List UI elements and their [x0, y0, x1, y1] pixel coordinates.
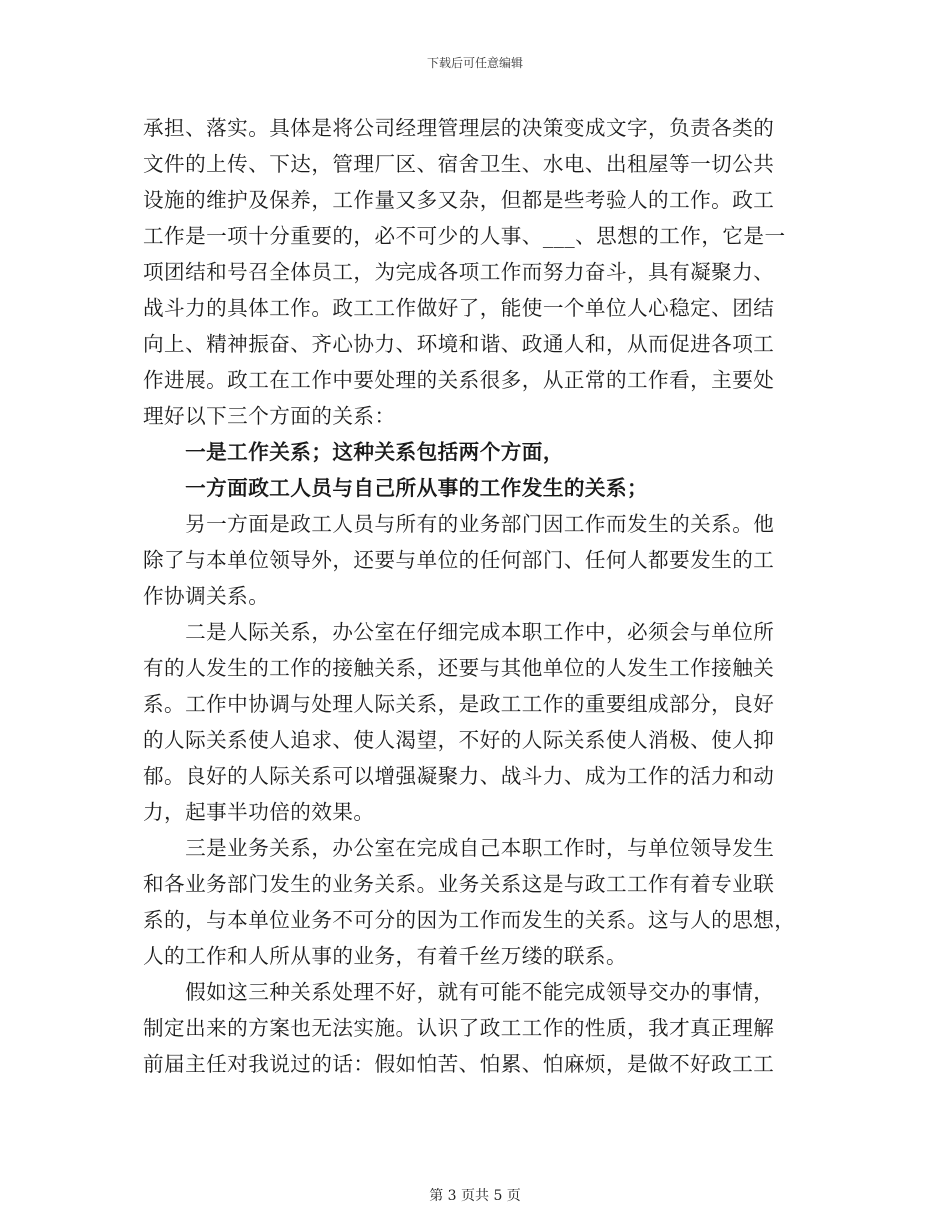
text-line: 文件的上传、下达，管理厂区、宿舍卫生、水电、出租屋等一切公共 [143, 152, 775, 176]
text-line: 人的工作和人所从事的业务，有着千丝万缕的联系。 [143, 944, 628, 968]
text-line: 战斗力的具体工作。政工工作做好了，能使一个单位人心稳定、团结 [143, 296, 775, 320]
text-line: 理好以下三个方面的关系： [143, 404, 396, 428]
text-line: 一是工作关系；这种关系包括两个方面， [143, 440, 564, 464]
page-header: 下载后可任意编辑 [426, 56, 523, 70]
text-line: 作进展。政工在工作中要处理的关系很多，从正常的工作看，主要处 [143, 368, 775, 392]
text-line: 设施的维护及保养，工作量又多又杂，但都是些考验人的工作。政工 [143, 188, 775, 212]
paragraph-business-relation [143, 830, 808, 974]
paragraph-work-relation-first [143, 470, 808, 506]
paragraph-intro [143, 110, 808, 434]
text-line: 系的，与本单位业务不可分的因为工作而发生的关系。这与人的思想， [143, 908, 796, 932]
text-line: 力，起事半功倍的效果。 [143, 800, 375, 824]
paragraph-work-relation-second [143, 506, 808, 614]
text-line: 郁。良好的人际关系可以增强凝聚力、战斗力、成为工作的活力和动 [143, 764, 775, 788]
text-line: 制定出来的方案也无法实施。认识了政工工作的性质，我才真正理解 [143, 1016, 775, 1040]
text-line: 有的人发生的工作的接触关系，还要与其他单位的人发生工作接触关 [143, 656, 775, 680]
text-line: 系。工作中协调与处理人际关系，是政工工作的重要组成部分，良好 [143, 692, 775, 716]
paragraph-work-relation-heading [143, 434, 808, 470]
text-line: 的人际关系使人追求、使人渴望，不好的人际关系使人消极、使人抑 [143, 728, 775, 752]
text-line: 向上、精神振奋、齐心协力、环境和谐、政通人和，从而促进各项工 [143, 332, 775, 356]
text-line: 前届主任对我说过的话：假如怕苦、怕累、怕麻烦，是做不好政工工 [143, 1052, 775, 1076]
text-line: 假如这三种关系处理不好，就有可能不能完成领导交办的事情， [143, 980, 775, 1004]
text-line: 另一方面是政工人员与所有的业务部门因工作而发生的关系。他 [143, 512, 775, 536]
text-line: 除了与本单位领导外，还要与单位的任何部门、任何人都要发生的工 [143, 548, 775, 572]
text-line: 一方面政工人员与自己所从事的工作发生的关系； [143, 476, 649, 500]
text-line: 承担、落实。具体是将公司经理管理层的决策变成文字，负责各类的 [143, 116, 775, 140]
text-line: 和各业务部门发生的业务关系。业务关系这是与政工工作有着专业联 [143, 872, 775, 896]
text-line: 项团结和号召全体员工，为完成各项工作而努力奋斗，具有凝聚力、 [143, 260, 775, 284]
paragraph-conclusion [143, 974, 808, 1082]
document-body [143, 110, 808, 1082]
paragraph-interpersonal-relation [143, 614, 808, 830]
text-line: 二是人际关系，办公室在仔细完成本职工作中，必须会与单位所 [143, 620, 775, 644]
page-footer: 第 3 页共 5 页 [429, 1188, 521, 1204]
text-line: 三是业务关系，办公室在完成自己本职工作时，与单位领导发生 [143, 836, 775, 860]
text-line: 作协调关系。 [143, 584, 270, 608]
text-line: 工作是一项十分重要的，必不可少的人事、___、思想的工作，它是一 [143, 224, 786, 248]
